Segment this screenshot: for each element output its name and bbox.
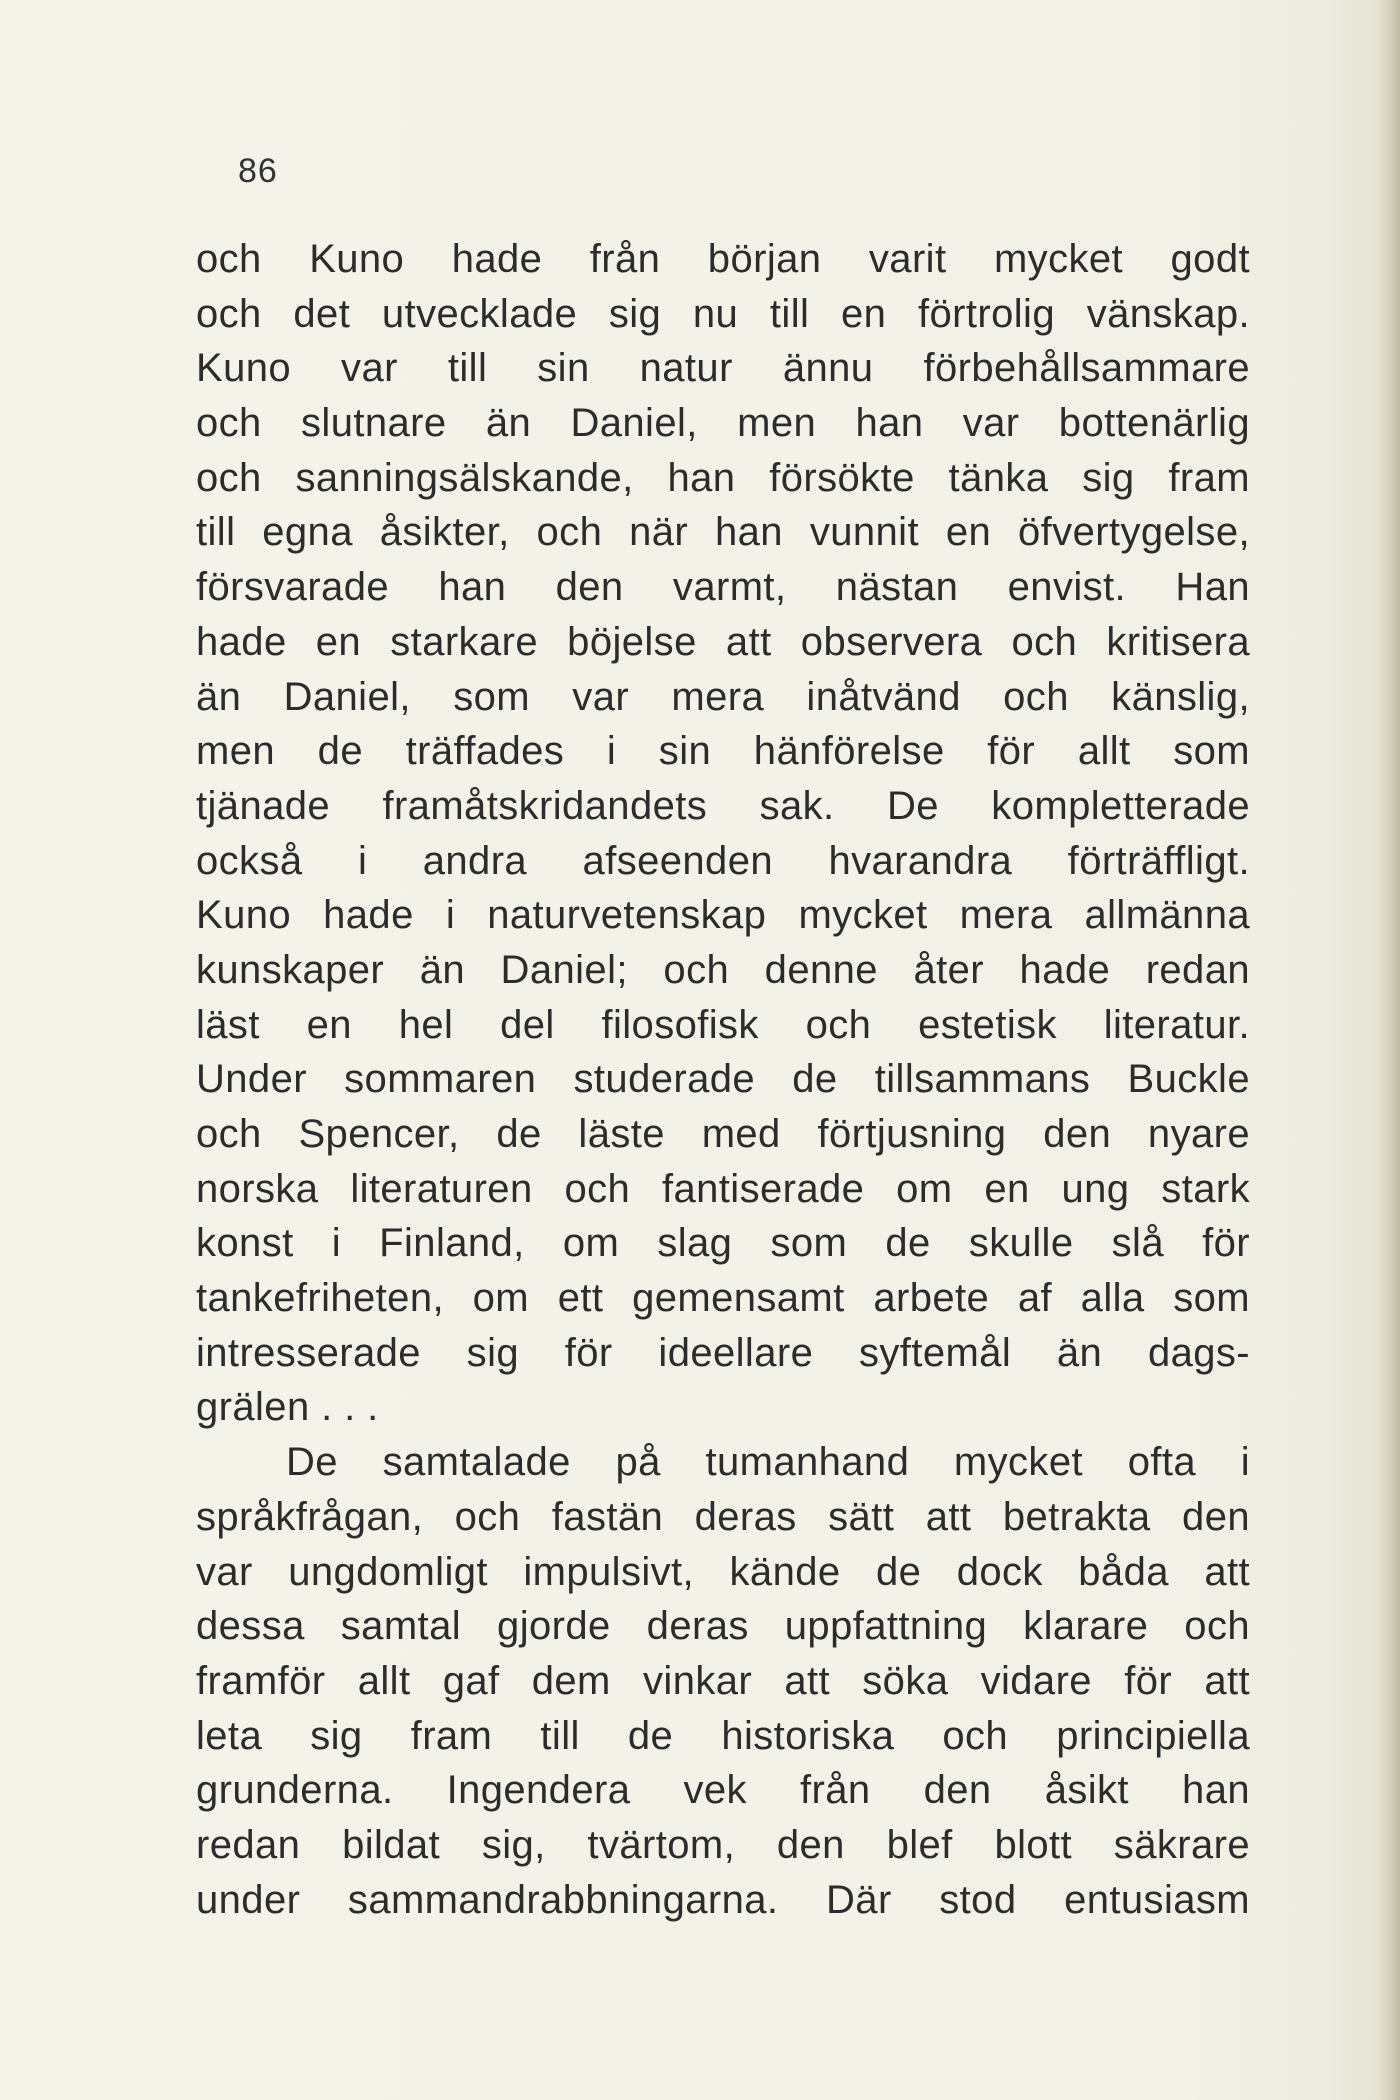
- text-line: språkfrågan, och fastän deras sätt att betrakta den: [196, 1494, 1250, 1539]
- text-line: dessa samtal gjorde deras uppfattning klarare och: [196, 1604, 1250, 1649]
- text-line: läst en hel del filosofisk och estetisk literatur.: [196, 1002, 1250, 1047]
- text-line: tjänade framåtskridandets sak. De kompletterade: [196, 783, 1250, 828]
- page-number: 86: [238, 152, 278, 190]
- text-line: också i andra afseenden hvarandra förträffligt.: [196, 838, 1250, 883]
- text-line: och sanningsälskande, han försökte tänka sig fram: [196, 455, 1250, 500]
- text-line: tankefriheten, om ett gemensamt arbete af alla som: [196, 1276, 1250, 1321]
- text-line: redan bildat sig, tvärtom, den blef blott säkrare: [196, 1822, 1250, 1867]
- text-line: och Spencer, de läste med förtjusning den nyare: [196, 1112, 1250, 1156]
- text-line: norska literaturen och fantiserade om en ung stark: [196, 1166, 1250, 1211]
- text-line: och slutnare än Daniel, men han var bottenärlig: [196, 401, 1250, 446]
- text-line: än Daniel, som var mera inåtvänd och känslig,: [196, 674, 1250, 719]
- text-line: kunskaper än Daniel; och denne åter hade redan: [196, 947, 1250, 992]
- text-line: var ungdomligt impulsivt, kände de dock båda att: [196, 1549, 1250, 1594]
- text-line: Under sommaren studerade de tillsammans Buckle: [196, 1057, 1250, 1102]
- text-line: framför allt gaf dem vinkar att söka vidare för att: [196, 1658, 1250, 1703]
- text-line-paragraph-end: grälen . . .: [196, 1385, 379, 1430]
- text-line: intresserade sig för ideellare syftemål än dags-: [196, 1330, 1250, 1375]
- text-line: hade en starkare böjelse att observera och kritisera: [196, 619, 1250, 664]
- text-line: grunderna. Ingendera vek från den åsikt han: [196, 1768, 1250, 1813]
- text-line: leta sig fram till de historiska och principiella: [196, 1713, 1250, 1758]
- text-line: konst i Finland, om slag som de skulle slå för: [196, 1221, 1250, 1266]
- text-line: och det utvecklade sig nu till en förtrolig vänskap.: [196, 291, 1250, 336]
- text-line: men de träffades i sin hänförelse för allt som: [196, 729, 1250, 774]
- body-text: [196, 232, 1250, 1927]
- text-line: till egna åsikter, och när han vunnit en öfvertygelse,: [196, 510, 1250, 555]
- text-line: under sammandrabbningarna. Där stod entusiasm: [196, 1877, 1250, 1922]
- text-line-paragraph-start: De samtalade på tumanhand mycket ofta i: [286, 1440, 1250, 1485]
- text-line: och Kuno hade från början varit mycket godt: [196, 237, 1250, 281]
- text-line: försvarade han den varmt, nästan envist. Han: [196, 565, 1250, 610]
- page-edge-shadow: [1378, 0, 1400, 2100]
- text-line: Kuno hade i naturvetenskap mycket mera allmänna: [196, 893, 1250, 938]
- text-line: Kuno var till sin natur ännu förbehållsammare: [196, 346, 1250, 391]
